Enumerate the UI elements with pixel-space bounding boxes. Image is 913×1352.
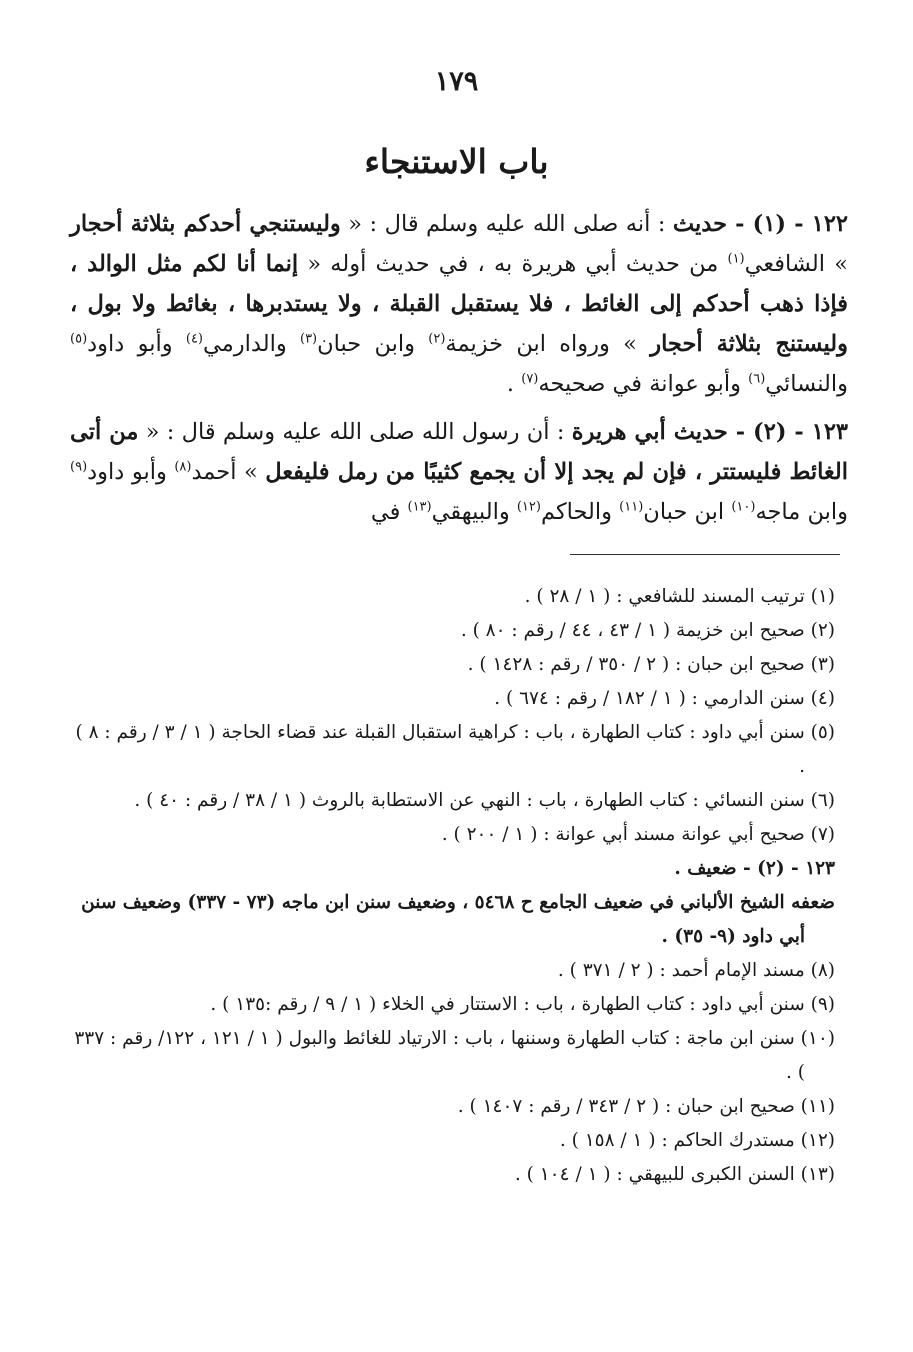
footnote-11: (١١) صحيح ابن حبان : ( ٢ / ٣٤٣ / رقم : ١٤٠٧ ) . xyxy=(457,1096,835,1117)
grade-text: ضعفه الشيخ الألباني في ضعيف الجامع ح ٥٤٦٨ ، وضعيف سنن ابن ماجه (٧٣ - ٣٣٧) وضعيف سنن أبي داود (٩- ٣٥) . xyxy=(81,892,835,947)
page-number: ١٧٩ xyxy=(434,66,479,97)
footnote-6: (٦) سنن النسائي : كتاب الطهارة ، باب : النهي عن الاستطابة بالروث ( ١ / ٣٨ / رقم : ٤٠ ) . xyxy=(134,790,835,811)
hadith-quote: من أتى الغائط فليستتر ، فإن لم يجد إلا أن يجمع كثيبًا من رمل فليفعل xyxy=(70,419,848,485)
footnote-ref: (٩) xyxy=(70,459,88,475)
footnote-5: (٥) سنن أبي داود : كتاب الطهارة ، باب : كراهية استقبال القبلة عند قضاء الحاجة ( ١ / ٣ / رقم : ٨ ) . xyxy=(75,722,835,777)
footnote-2: (٢) صحيح ابن خزيمة ( ١ / ٤٣ ، ٤٤ / رقم : ٨٠ ) . xyxy=(460,620,835,641)
hadith-number: ١٢٣ - (٢) - حديث أبي هريرة xyxy=(571,419,849,445)
footnote-ref: (٥) xyxy=(70,331,88,347)
footnote-ref: (١٣) xyxy=(407,499,432,515)
main-text xyxy=(70,204,848,540)
footnote-ref: (٧) xyxy=(521,371,539,387)
hadith-quote: إنما أنا لكم مثل الوالد ، فإذا ذهب أحدكم إلى الغائط ، فلا يستقبل القبلة ، ولا يستدبرها ، بغائط ولا بول ، وليستنج بثلاثة أحجار xyxy=(70,251,849,357)
footnote-9: (٩) سنن أبي داود : كتاب الطهارة ، باب : الاستتار في الخلاء ( ١ / ٩ / رقم :١٣٥ ) . xyxy=(210,994,835,1015)
footnote-13: (١٣) السنن الكبرى للبيهقي : ( ١ / ١٠٤ ) . xyxy=(514,1164,835,1185)
footnote-ref: (٦) xyxy=(748,371,766,387)
footnote-8: (٨) مسند الإمام أحمد : ( ٢ / ٣٧١ ) . xyxy=(557,960,835,981)
footnote-ref: (٣) xyxy=(299,331,318,347)
hadith-122: ١٢٢ - (١) - حديث : أنه صلى الله عليه وسلم قال : « وليستنجي أحدكم بثلاثة أحجار » الشافعي$^{(١)}$ من حديث أبي هريرة به ، في حديث أوله « إنما أنا لكم مثل الوالد ، فإذا ذهب أحدكم إلى الغائط ، فلا يستقبل القبلة ، ولا يستدبرها ، بغائط ولا بول ، وليستنج بثلاثة أحجار » ورواه ابن خزيمة$^{(٢)}$ وابن حبان$^{(٣)}$ والدارمي$^{(٤)}$ وأبو داود$^{(٥)}$ والنسائي$^{(٦)}$ وأبو عوانة في صحيحه$^{(٧)}$ . xyxy=(70,211,849,397)
hadith-123: ١٢٣ - (٢) - حديث أبي هريرة : أن رسول الله صلى الله عليه وسلم قال : « من أتى الغائط فليستتر ، فإن لم يجد إلا أن يجمع كثيبًا من رمل فليفعل » أحمد$^{(٨)}$ وأبو داود$^{(٩)}$ وابن ماجه$^{(١٠)}$ ابن حبان$^{(١١)}$ والحاكم$^{(١٢)}$ والبيهقي$^{(١٣)}$ في xyxy=(70,419,849,525)
footnote-ref: (١٢) xyxy=(516,499,541,515)
chapter-title: باب الاستنجاء xyxy=(364,142,549,181)
footnote-separator xyxy=(570,554,840,555)
footnote-4: (٤) سنن الدارمي : ( ١ / ١٨٢ / رقم : ٦٧٤ ) . xyxy=(494,688,835,709)
footnote-ref: (٤) xyxy=(185,331,203,347)
footnote-ref: (٨) xyxy=(174,459,192,475)
footnote-12: (١٢) مستدرك الحاكم : ( ١ / ١٥٨ ) . xyxy=(559,1130,835,1151)
footnote-ref: (١٠) xyxy=(731,499,756,515)
footnote-1: (١) ترتيب المسند للشافعي : ( ١ / ٢٨ ) . xyxy=(524,586,835,607)
footnote-7: (٧) صحيح أبي عوانة مسند أبي عوانة : ( ١ / ٢٠٠ ) . xyxy=(441,824,835,845)
footnote-3: (٣) صحيح ابن حبان : ( ٢ / ٣٥٠ / رقم : ١٤٢٨ ) . xyxy=(467,654,835,675)
hadith-quote: وليستنجي أحدكم بثلاثة أحجار xyxy=(70,211,341,237)
hadith-number: ١٢٢ - (١) - حديث xyxy=(672,211,849,237)
grade-heading: ١٢٣ - (٢) - ضعيف . xyxy=(674,858,835,879)
footnote-10: (١٠) سنن ابن ماجة : كتاب الطهارة وسننها ، باب : الارتياد للغائط والبول ( ١ / ١٢١ ، ١٢٢/ رقم : ٣٣٧ ) . xyxy=(74,1028,835,1083)
footnote-ref: (٢) xyxy=(428,331,446,347)
footnote-ref: (١) xyxy=(727,251,745,267)
footnotes xyxy=(70,580,835,1192)
footnote-ref: (١١) xyxy=(619,499,644,515)
